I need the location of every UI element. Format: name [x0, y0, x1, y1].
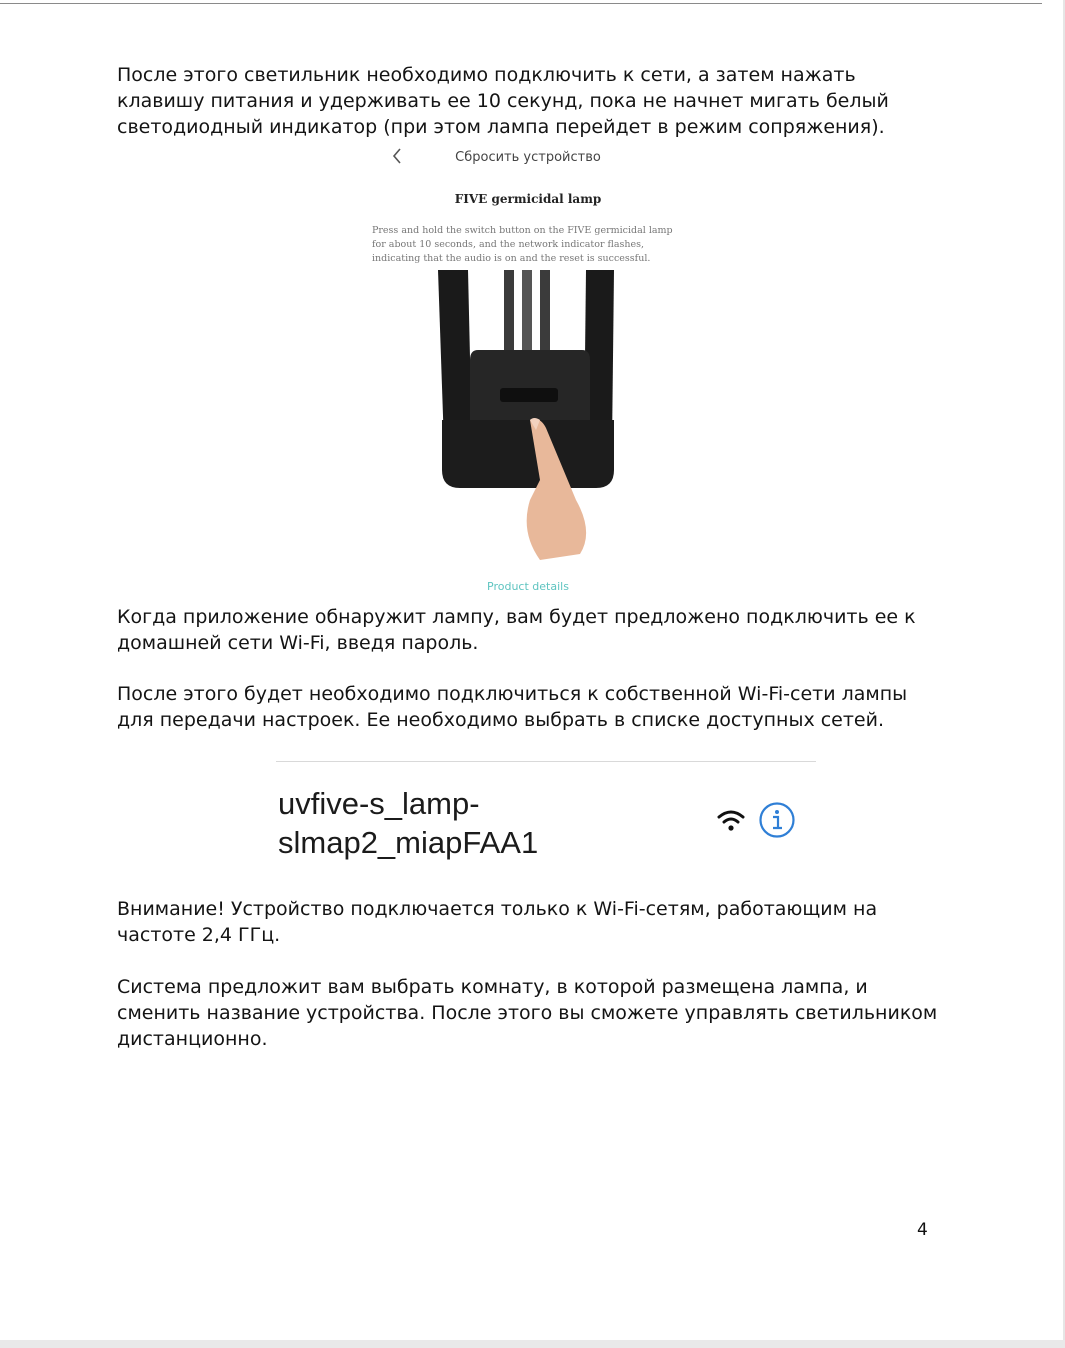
lamp-illustration — [408, 270, 648, 560]
paragraph-room-setup: Система предложит вам выбрать комнату, в которой размещена лампа, и сменить название устройства. После этого вы сможете управлять светильником дистанционно. — [117, 976, 938, 1050]
wifi-icon — [716, 808, 746, 834]
info-icon[interactable] — [758, 801, 796, 839]
product-details-link[interactable]: Product details — [487, 580, 569, 593]
top-divider — [0, 3, 1042, 4]
wifi-list-divider — [276, 761, 816, 762]
app-reset-screenshot — [370, 140, 686, 600]
wifi-network-item[interactable] — [278, 784, 698, 862]
paragraph-attention: Внимание! Устройство подключается только к Wi-Fi-сетям, работающим на частоте 2,4 ГГц. — [117, 898, 878, 946]
wifi-network-name-line2: slmap2_miapFAA1 — [278, 825, 539, 860]
paragraph-pairing-instructions: После этого светильник необходимо подключить к сети, а затем нажать клавишу питания и удерживать ее 10 секунд, пока не начнет мигать белый светодиодный индикатор (при этом лампа перейдет в режим сопряжения). — [117, 64, 889, 138]
page-number: 4 — [917, 1220, 928, 1240]
paragraph-lamp-network: После этого будет необходимо подключиться к собственной Wi-Fi-сети лампы для передачи настроек. Ее необходимо выбрать в списке доступных сетей. — [117, 683, 908, 731]
bottom-band — [0, 1340, 1065, 1348]
paragraph-wifi-prompt: Когда приложение обнаружит лампу, вам будет предложено подключить ее к домашней сети Wi-Fi, введя пароль. — [117, 606, 916, 654]
screen-title: Сбросить устройство — [455, 150, 601, 165]
device-heading: FIVE germicidal lamp — [454, 192, 602, 206]
wifi-network-name-line1: uvfive-s_lamp- — [278, 786, 480, 821]
reset-description: Press and hold the switch button on the FIVE germicidal lamp for about 10 seconds, and the network indicator flashes, indicating that the audio is on and the reset is successful. — [372, 225, 673, 264]
